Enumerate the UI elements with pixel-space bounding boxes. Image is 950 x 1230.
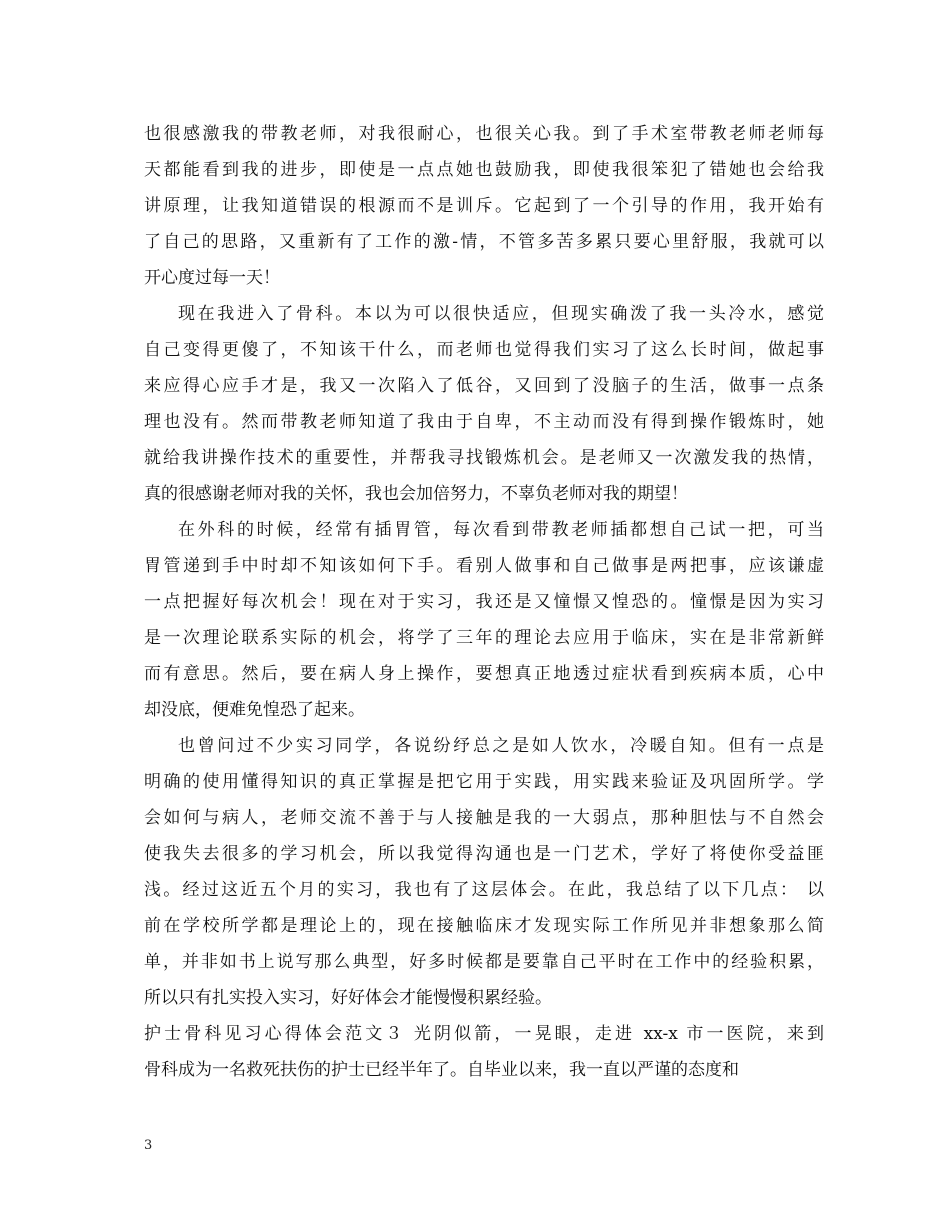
- text-line: 现在我进入了骨科。本以为可以很快适应，但现实确泼了我一头冷水，感觉: [178, 304, 824, 324]
- text-line: 讲原理，让我知道错误的根源而不是训斥。它起到了一个引导的作用，我开始有: [144, 196, 824, 216]
- page-number: 3: [144, 1138, 153, 1153]
- paragraph: [144, 296, 824, 512]
- text-line: 明确的使用懂得知识的真正掌握是把它用于实践，用实践来验证及巩固所学。学: [144, 772, 824, 792]
- text-line: 骨科成为一名救死扶伤的护士已经半年了。自毕业以来，我一直以严谨的态度和: [144, 1060, 739, 1080]
- text-line: 来应得心应手才是，我又一次陷入了低谷，又回到了没脑子的生活，做事一点条: [144, 376, 824, 396]
- text-line: 就给我讲操作技术的重要性，并帮我寻找锻炼机会。是老师又一次激发我的热情，: [144, 448, 824, 468]
- text-line: 在外科的时候，经常有插胃管，每次看到带教老师插都想自己试一把，可当: [178, 520, 824, 540]
- text-line: 单，并非如书上说写那么典型，好多时候都是要靠自己平时在工作中的经验积累，: [144, 952, 824, 972]
- text-line: 也曾问过不少实习同学，各说纷纾总之是如人饮水，冷暖自知。但有一点是: [178, 736, 824, 756]
- text-line: 会如何与病人，老师交流不善于与人接触是我的一大弱点，那种胆怯与不自然会: [144, 808, 824, 828]
- text-line: 而有意思。然后，要在病人身上操作，要想真正地透过症状看到疾病本质，心中: [144, 664, 824, 684]
- text-line: 前在学校所学都是理论上的，现在接触临床才发现实际工作所见并非想象那么简: [144, 916, 824, 936]
- text-line: 护士骨科见习心得体会范文３ 光阴似箭，一晃眼，走进 xx-x 市一医院，来到: [144, 1024, 824, 1044]
- text-line: 真的很感谢老师对我的关怀，我也会加倍努力，不辜负老师对我的期望！: [144, 484, 688, 504]
- paragraph: [144, 116, 824, 296]
- text-line: 自己变得更傻了，不知该干什么，而老师也觉得我们实习了这么长时间，做起事: [144, 340, 824, 360]
- text-line: 也很感激我的带教老师，对我很耐心，也很关心我。到了手术室带教老师老师每: [144, 124, 824, 144]
- text-line: 浅。经过这近五个月的实习，我也有了这层体会。在此，我总结了以下几点： 以: [144, 880, 824, 900]
- text-line: 开心度过每一天！: [144, 268, 280, 288]
- paragraph: [144, 728, 824, 1016]
- text-line: 胃管递到手中时却不知该如何下手。看别人做事和自己做事是两把事，应该谦虚: [144, 556, 824, 576]
- text-line: 一点把握好每次机会！现在对于实习，我还是又憧憬又惶恐的。憧憬是因为实习: [144, 592, 824, 612]
- text-line: 了自己的思路，又重新有了工作的激-情，不管多苦多累只要心里舒服，我就可以: [144, 232, 824, 252]
- text-line: 却没底，便难免惶恐了起来。: [144, 700, 365, 720]
- text-line: 天都能看到我的进步，即使是一点点她也鼓励我，即使我很笨犯了错她也会给我: [144, 160, 824, 180]
- text-line: 是一次理论联系实际的机会，将学了三年的理论去应用于临床，实在是非常新鲜: [144, 628, 824, 648]
- document-body: [144, 116, 824, 1088]
- paragraph: [144, 512, 824, 728]
- text-line: 使我失去很多的学习机会，所以我觉得沟通也是一门艺术，学好了将使你受益匪: [144, 844, 824, 864]
- paragraph: [144, 1016, 824, 1088]
- text-line: 所以只有扎实投入实习，好好体会才能慢慢积累经验。: [144, 988, 552, 1008]
- text-line: 理也没有。然而带教老师知道了我由于自卑，不主动而没有得到操作锻炼时，她: [144, 412, 824, 432]
